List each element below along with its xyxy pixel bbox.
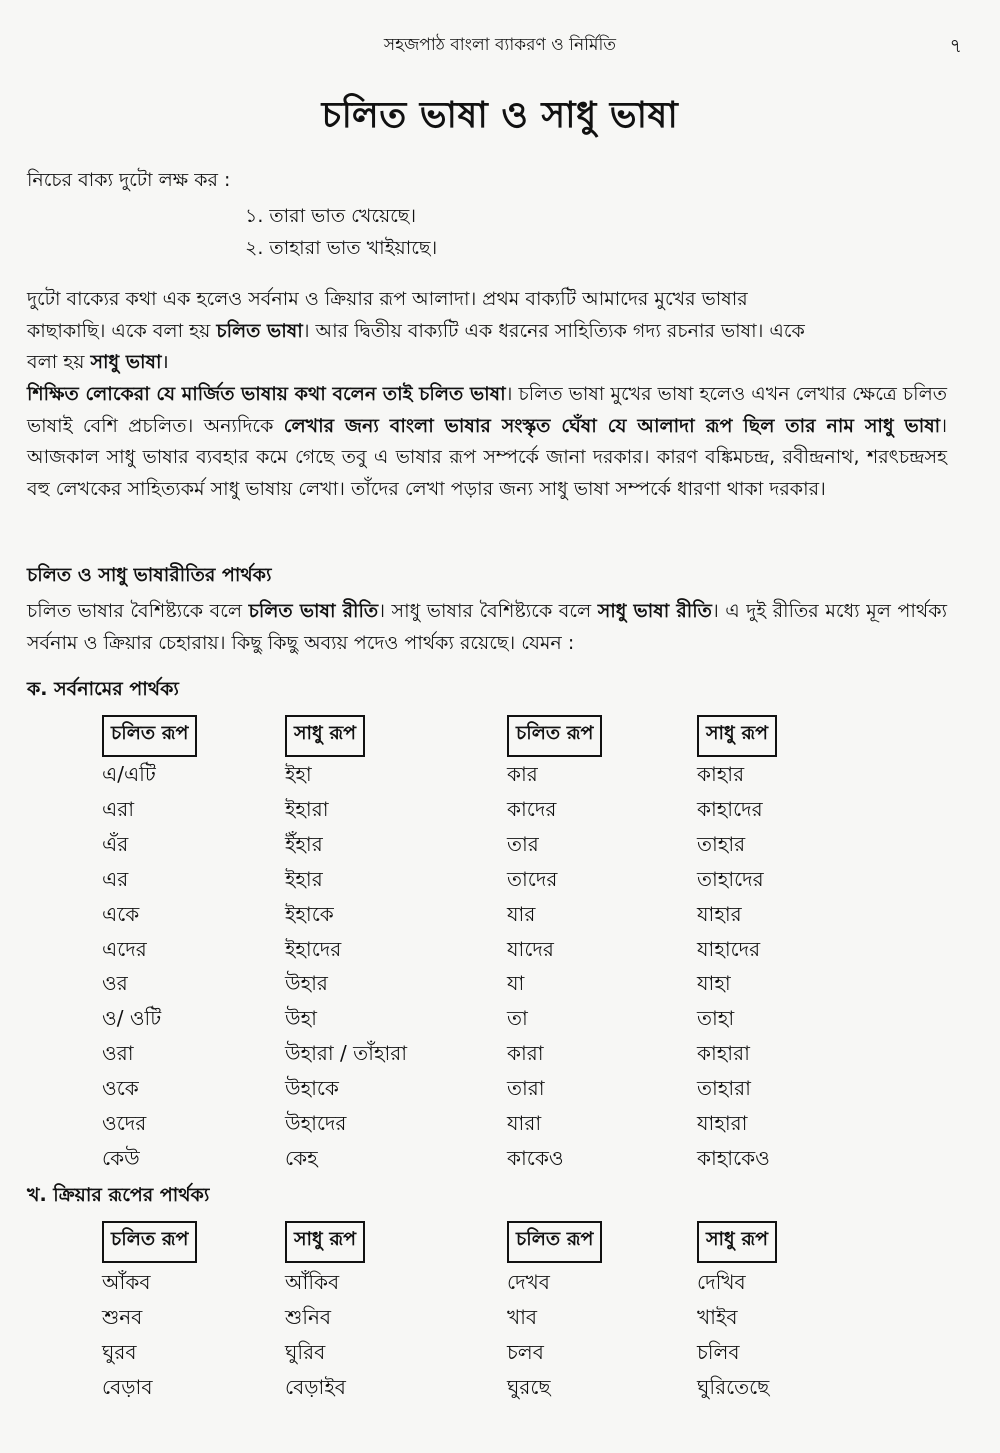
pronoun-cell: যা	[507, 971, 525, 996]
section-heading: চলিত ও সাধু ভাষারীতির পার্থক্য	[27, 564, 272, 586]
pronoun-cell: তাহারা	[697, 1076, 751, 1101]
pronoun-cell: এ/এটি	[102, 762, 156, 786]
verb-column-header: সাধু রূপ	[285, 1221, 365, 1263]
pronoun-column-header: সাধু রূপ	[697, 715, 777, 757]
example-sentence-2: ২. তাহারা ভাত খাইয়াছে।	[245, 237, 438, 259]
pronoun-cell: তারা	[507, 1076, 545, 1101]
verb-cell: ঘুরিতেছে	[697, 1375, 770, 1399]
paragraph-1-text: বলা হয়	[27, 351, 91, 373]
paragraph-3-text: । সাধু ভাষার বৈশিষ্ট্যকে বলে	[378, 600, 598, 622]
pronoun-cell: কারা	[507, 1041, 544, 1066]
example-sentence-1: ১. তারা ভাত খেয়েছে।	[245, 205, 417, 227]
paragraph-3-text: চলিত ভাষার বৈশিষ্ট্যকে বলে	[27, 600, 249, 622]
verb-cell: চলব	[507, 1340, 544, 1364]
pronoun-cell: উহাকে	[285, 1076, 339, 1101]
paragraph-2	[27, 379, 947, 505]
pronoun-cell: ইঁহার	[285, 831, 323, 856]
paragraph-1-text: ।	[161, 351, 169, 373]
paragraph-1	[27, 284, 947, 379]
pronoun-cell: তার	[507, 831, 539, 856]
verb-cell: বেড়াব	[102, 1375, 153, 1399]
verb-column-header: চলিত রূপ	[507, 1221, 602, 1263]
pronoun-cell: ইহা	[285, 762, 312, 786]
pronoun-cell: যাহাদের	[697, 936, 761, 961]
pronoun-cell: এরা	[102, 796, 135, 821]
term-sadhu-riti: সাধু ভাষা রীতি	[597, 600, 712, 622]
verb-cell: শুনব	[102, 1305, 143, 1329]
verb-cell: চলিব	[697, 1340, 740, 1364]
pronoun-cell: এঁর	[102, 831, 129, 856]
pronoun-cell: ইহাকে	[285, 901, 334, 926]
term-chalit-riti: চলিত ভাষা রীতি	[248, 600, 379, 622]
pronoun-column-header: চলিত রূপ	[102, 715, 197, 757]
pronoun-cell: যার	[507, 901, 536, 926]
pronoun-cell: যাহার	[697, 901, 742, 926]
intro-line: নিচের বাক্য দুটো লক্ষ কর :	[27, 169, 231, 191]
pronoun-cell: ওদের	[102, 1111, 147, 1135]
paragraph-1-text: কাছাকাছি। একে বলা হয়	[27, 319, 217, 342]
verb-section-heading: খ. ক্রিয়ার রূপের পার্থক্য	[27, 1184, 210, 1206]
pronoun-cell: যাহারা	[697, 1111, 748, 1135]
chapter-title: চলিত ভাষা ও সাধু ভাষা	[321, 95, 679, 136]
verb-cell: দেখিব	[697, 1270, 746, 1294]
pronoun-cell: একে	[102, 901, 140, 926]
page-number: ৭	[949, 35, 962, 57]
paragraph-3-text: । এ দুই রীতির মধ্যে মূল পার্থক্য সর্বনাম ও ক্রিয়ার চেহারায়। কিছু কিছু অব্যয় পদেও পার্থক্য রয়েছে। যেমন :	[27, 600, 947, 654]
paragraph-3	[27, 596, 947, 659]
pronoun-cell: তাহাদের	[697, 866, 764, 891]
paragraph-1-text: । আর দ্বিতীয় বাক্যটি এক ধরনের সাহিত্যিক গদ্য রচনার ভাষা। একে	[302, 319, 805, 342]
pronoun-cell: যাদের	[507, 936, 554, 961]
pronoun-cell: কাকেও	[507, 1145, 564, 1170]
pronoun-cell: কাহাকেও	[697, 1145, 770, 1170]
verb-cell: আঁকিব	[285, 1270, 340, 1294]
verb-column-header: চলিত রূপ	[102, 1221, 197, 1263]
pronoun-cell: তাহার	[697, 831, 746, 856]
pronoun-cell: কার	[507, 762, 538, 786]
pronoun-cell: কেহ	[285, 1145, 318, 1170]
book-title: সহজপাঠ বাংলা ব্যাকরণ ও নির্মিতি	[383, 35, 617, 55]
pronoun-cell: কেউ	[102, 1145, 140, 1170]
verb-cell: ঘুরিব	[285, 1340, 326, 1364]
pronoun-cell: উহারা / তাঁহারা	[285, 1041, 408, 1066]
pronoun-cell: ওর	[102, 971, 128, 996]
pronoun-cell: কাদের	[507, 796, 557, 821]
pronoun-column-header: সাধু রূপ	[285, 715, 365, 757]
pronoun-cell: ওকে	[102, 1076, 139, 1101]
verb-cell: ঘুরছে	[507, 1375, 551, 1399]
verb-cell: বেড়াইব	[285, 1375, 346, 1399]
pronoun-cell: ইহারা	[285, 796, 329, 821]
verb-cell: খাইব	[697, 1305, 738, 1329]
pronoun-column-header: চলিত রূপ	[507, 715, 602, 757]
pronoun-cell: তাদের	[507, 866, 558, 891]
pronoun-cell: যাহা	[697, 971, 731, 996]
pronoun-cell: ইহার	[285, 866, 323, 891]
page-header	[0, 32, 1000, 62]
verb-cell: খাব	[507, 1305, 538, 1329]
definition-sadhu: লেখার জন্য বাংলা ভাষার সংস্কৃত ঘেঁষা যে আলাদা রূপ ছিল তার নাম সাধু ভাষা	[283, 414, 941, 437]
term-chalit: চলিত ভাষা	[216, 319, 303, 342]
verb-cell: আঁকব	[102, 1270, 151, 1294]
pronoun-cell: ইহাদের	[285, 936, 342, 961]
pronoun-cell: কাহাদের	[697, 796, 763, 821]
pronoun-cell: তাহা	[697, 1006, 735, 1031]
paragraph-1-line-1: দুটো বাক্যের কথা এক হলেও সর্বনাম ও ক্রিয়ার রূপ আলাদা। প্রথম বাক্যটি আমাদের মুখের ভাষার	[27, 288, 748, 310]
pronoun-cell: ও/ ওটি	[102, 1006, 162, 1031]
paragraph-2-text: । আজকাল সাধু ভাষার ব্যবহার কমে গেছে তবু এ ভাষার রূপ সম্পর্কে জানা দরকার। কারণ বঙ্কিমচন্দ্র, রবীন্দ্রনাথ, শরৎচন্দ্রসহ বহু লেখকের সাহিত্যকর্ম সাধু ভাষায় লেখা। তাঁদের লেখা পড়ার জন্য সাধু ভাষা সম্পর্কে ধারণা থাকা দরকার।	[27, 414, 947, 500]
pronoun-cell: উহাদের	[285, 1111, 347, 1135]
pronoun-cell: এদের	[102, 936, 147, 961]
pronoun-cell: উহা	[285, 1006, 317, 1031]
pronoun-cell: কাহার	[697, 762, 745, 786]
verb-cell: শুনিব	[285, 1305, 332, 1329]
verb-cell: ঘুরব	[102, 1340, 137, 1364]
paragraph-2-text: । চলিত ভাষা মুখের ভাষা হলেও এখন লেখার ক্ষেত্রে চলিত ভাষাই বেশি প্রচলিত। অন্যদিকে	[27, 383, 947, 437]
verb-column-header: সাধু রূপ	[697, 1221, 777, 1263]
pronoun-cell: উহার	[285, 971, 328, 996]
definition-chalit: শিক্ষিত লোকেরা যে মার্জিত ভাষায় কথা বলেন তাই চলিত ভাষা	[27, 383, 506, 405]
pronoun-cell: তা	[507, 1006, 528, 1031]
pronoun-cell: যারা	[507, 1111, 542, 1135]
pronoun-section-heading: ক. সর্বনামের পার্থক্য	[27, 678, 179, 700]
pronoun-cell: কাহারা	[697, 1041, 750, 1066]
term-sadhu: সাধু ভাষা	[90, 351, 162, 373]
pronoun-cell: ওরা	[102, 1041, 134, 1066]
verb-cell: দেখব	[507, 1270, 550, 1294]
pronoun-cell: এর	[102, 866, 129, 891]
